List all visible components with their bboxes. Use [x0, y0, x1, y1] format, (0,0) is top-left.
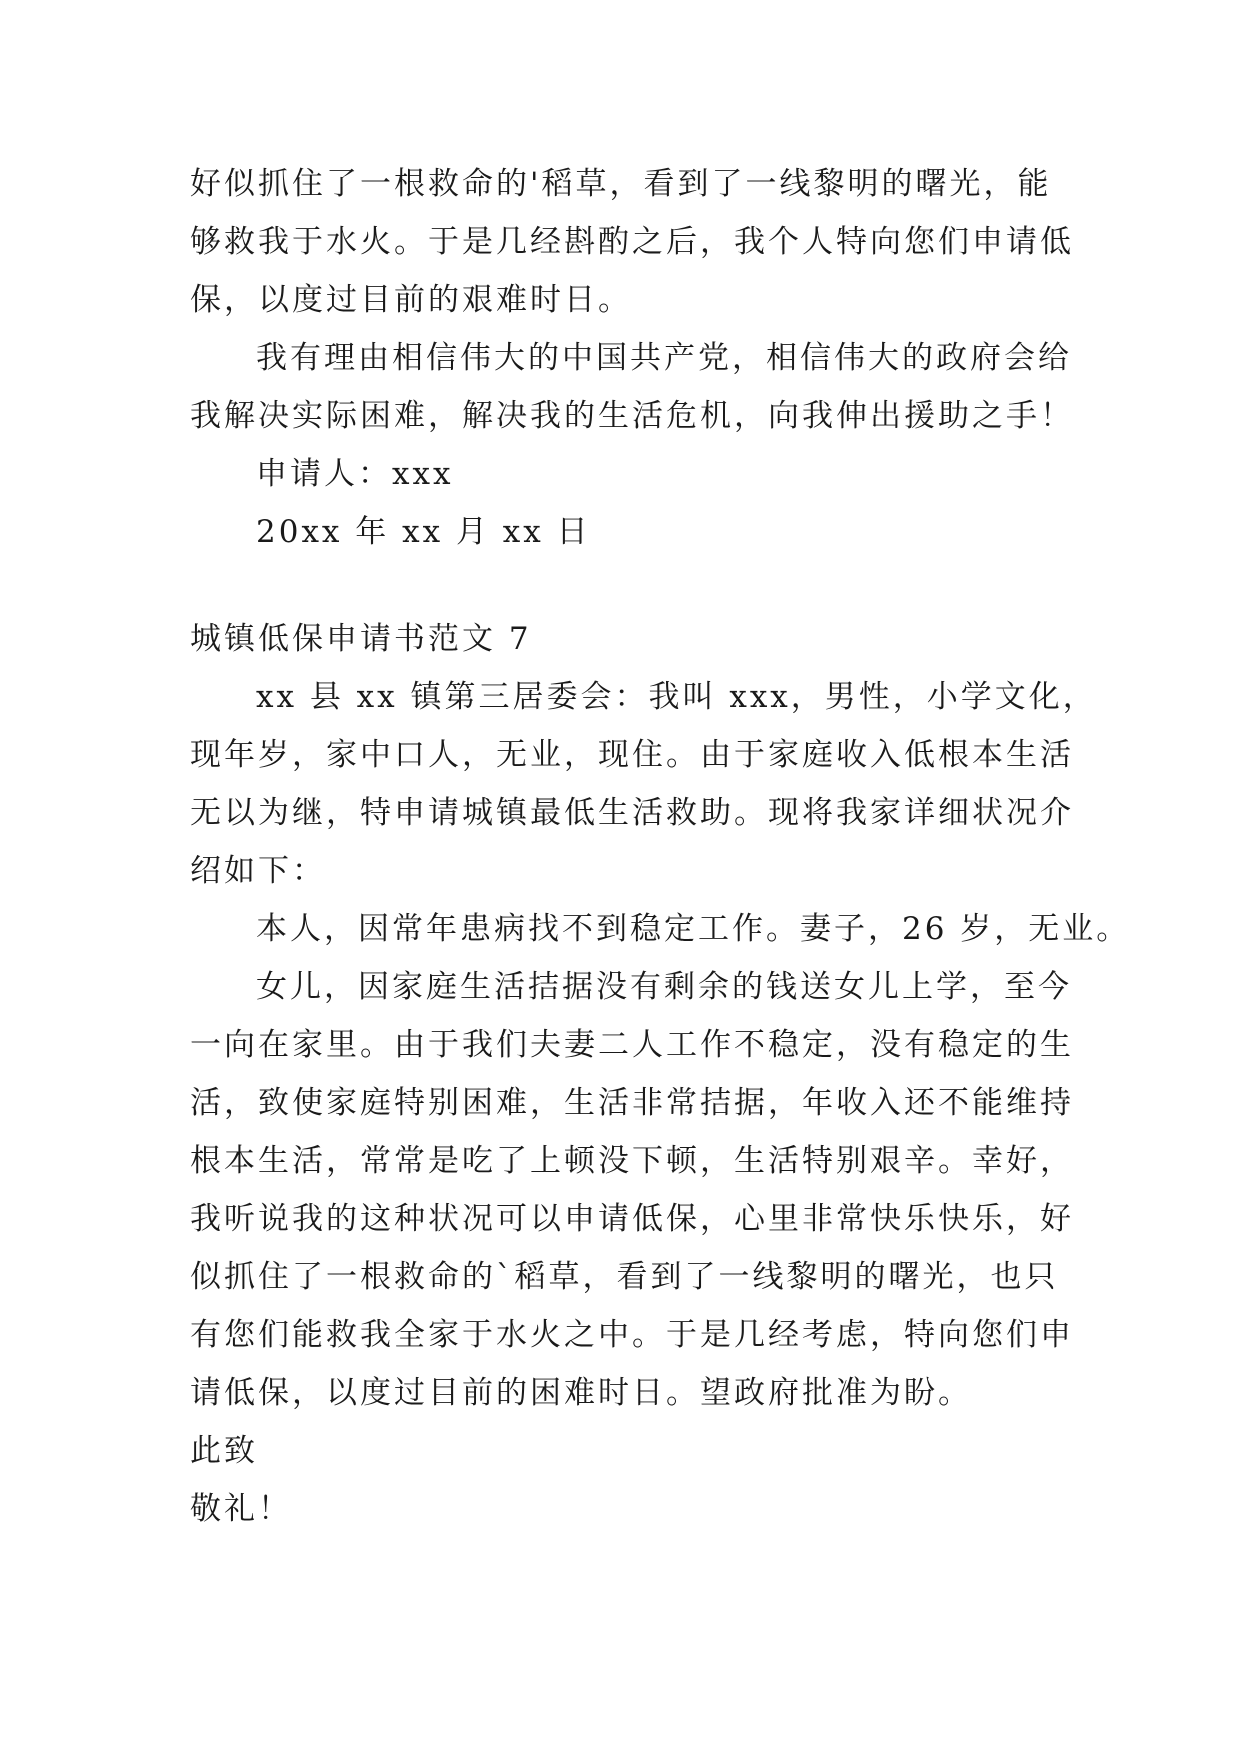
- section-title-text: 城镇低保申请书范文 7: [190, 621, 532, 657]
- text-line: 有您们能救我全家于水火之中。于是几经考虑，特向您们申: [190, 1317, 1074, 1353]
- date-line: 20xx 年 xx 月 xx 日: [256, 514, 591, 550]
- closing-line: 敬礼！: [190, 1491, 292, 1527]
- signature-block: [190, 445, 1070, 561]
- text-line: 我听说我的这种状况可以申请低保，心里非常快乐快乐，好: [190, 1201, 1074, 1237]
- text-line: xx 县 xx 镇第三居委会：我叫 xxx，男性，小学文化，: [256, 679, 1097, 715]
- text-line: 好似抓住了一根救命的'稻草，看到了一线黎明的曙光，能: [190, 166, 1052, 202]
- text-line: 一向在家里。由于我们夫妻二人工作不稳定，没有稳定的生: [190, 1027, 1074, 1063]
- text-line: 似抓住了一根救命的`稻草，看到了一线黎明的曙光，也只: [190, 1259, 1059, 1295]
- text-line: 现年岁，家中口人，无业，现住。由于家庭收入低根本生活: [190, 737, 1074, 773]
- text-line: 保，以度过目前的艰难时日。: [190, 282, 632, 318]
- text-line: 我解决实际困难，解决我的生活危机，向我伸出援助之手！: [190, 398, 1074, 434]
- text-line: 女儿，因家庭生活拮据没有剩余的钱送女儿上学，至今: [256, 969, 1072, 1005]
- text-line: 活，致使家庭特别困难，生活非常拮据，年收入还不能维持: [190, 1085, 1074, 1121]
- paragraph-trust: [190, 329, 1074, 445]
- section-title: [190, 610, 1070, 668]
- applicant-line: 申请人：xxx: [256, 456, 454, 492]
- paragraph-daughter: [190, 958, 1074, 1422]
- text-line: 无以为继，特申请城镇最低生活救助。现将我家详细状况介: [190, 795, 1074, 831]
- text-line: 绍如下：: [190, 853, 326, 889]
- closing-block: [190, 1422, 1070, 1538]
- paragraph-continued: [190, 155, 1074, 329]
- closing-line: 此致: [190, 1433, 258, 1469]
- text-line: 本人，因常年患病找不到稳定工作。妻子，26 岁，无业。: [256, 911, 1131, 947]
- text-line: 够救我于水火。于是几经斟酌之后，我个人特向您们申请低: [190, 224, 1074, 260]
- text-line: 请低保，以度过目前的困难时日。望政府批准为盼。: [190, 1375, 972, 1411]
- text-line: 根本生活，常常是吃了上顿没下顿，生活特别艰辛。幸好，: [190, 1143, 1074, 1179]
- paragraph-self: [190, 900, 1131, 958]
- text-line: 我有理由相信伟大的中国共产党，相信伟大的政府会给: [256, 340, 1072, 376]
- paragraph-intro: [190, 668, 1097, 900]
